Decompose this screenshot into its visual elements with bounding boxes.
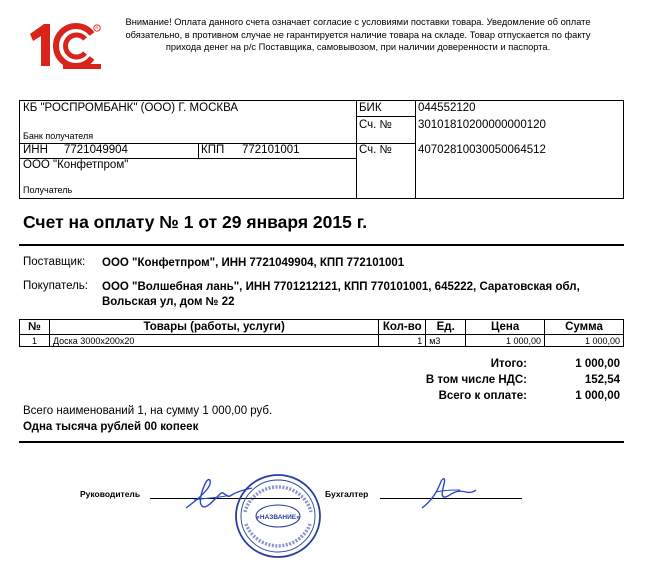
- bik-label: БИК: [359, 102, 382, 114]
- col-header-unit: Ед.: [426, 320, 466, 335]
- account-value: 40702810030050064512: [418, 144, 546, 156]
- table-row: [20, 335, 624, 347]
- kpp-value: 772101001: [242, 144, 300, 156]
- recipient-name: ООО "Конфетпром": [23, 159, 129, 171]
- buyer-value: ООО "Волшебная лань", ИНН 7701212121, КПП 770101001, 645222, Саратовская обл, Вольская ул, дом № 22: [102, 281, 580, 308]
- bank-name-caption: Банк получателя: [23, 131, 94, 141]
- supplier-label: Поставщик:: [23, 256, 86, 268]
- title-divider: [19, 244, 624, 246]
- accountant-signature-icon: [418, 470, 478, 512]
- grand-total-value: 1 000,00: [575, 390, 620, 402]
- bank-details-table: [19, 100, 624, 199]
- accountant-signature-label: Бухгалтер: [325, 489, 369, 499]
- col-header-price: Цена: [466, 320, 545, 335]
- cell-price: 1 000,00: [466, 335, 545, 347]
- buyer-label: Покупатель:: [23, 280, 88, 292]
- bank-name: КБ "РОСПРОМБАНК" (ООО) Г. МОСКВА: [23, 102, 239, 114]
- invoice-title: Счет на оплату № 1 от 29 января 2015 г.: [23, 212, 368, 232]
- col-header-qty: Кол-во: [379, 320, 426, 335]
- cell-num: 1: [20, 335, 50, 347]
- inn-value: 7721049904: [64, 144, 128, 156]
- col-header-sum: Сумма: [545, 320, 624, 335]
- bik-value: 044552120: [418, 102, 476, 114]
- kpp-label: КПП: [201, 144, 225, 156]
- amount-in-words: Одна тысяча рублей 00 копеек: [23, 421, 199, 433]
- inn-label: ИНН: [23, 144, 48, 156]
- corr-account-label: Сч. №: [359, 119, 392, 131]
- total-value: 1 000,00: [575, 358, 620, 370]
- cell-unit: м3: [426, 335, 466, 347]
- payment-notice: Внимание! Оплата данного счета означает согласие с условиями поставки товара. Уведомление об оплате обязательно, в противном случае не гарантируется наличие товара на складе. Товар отпускается по факту прихода денег на р/с Поставщика, самовывозом, при наличии доверенности и паспорта.: [125, 17, 591, 53]
- corr-account-value: 30101810200000000120: [418, 119, 546, 131]
- svg-text:R: R: [95, 25, 99, 31]
- total-label: Итого:: [490, 358, 527, 370]
- grand-total-label: Всего к оплате:: [438, 390, 527, 402]
- items-summary: Всего наименований 1, на сумму 1 000,00 руб.: [23, 405, 273, 417]
- col-header-goods: Товары (работы, услуги): [49, 320, 378, 335]
- logo-1c: [27, 20, 103, 72]
- cell-goods: Доска 3000х200х20: [49, 335, 378, 347]
- recipient-caption: Получатель: [23, 185, 73, 195]
- company-stamp: [233, 472, 323, 560]
- vat-value: 152,54: [584, 374, 620, 386]
- stamp-text: «НАЗВАНИЕ»: [256, 514, 300, 521]
- cell-sum: 1 000,00: [545, 335, 624, 347]
- vat-label: В том числе НДС:: [425, 374, 527, 386]
- head-signature-label: Руководитель: [80, 489, 141, 499]
- supplier-value: ООО "Конфетпром", ИНН 7721049904, КПП 772101001: [102, 257, 405, 269]
- items-header-row: [20, 320, 624, 335]
- items-table: [19, 319, 624, 347]
- account-label: Сч. №: [359, 144, 392, 156]
- col-header-num: №: [20, 320, 50, 335]
- summary-divider: [19, 441, 624, 443]
- cell-qty: 1: [379, 335, 426, 347]
